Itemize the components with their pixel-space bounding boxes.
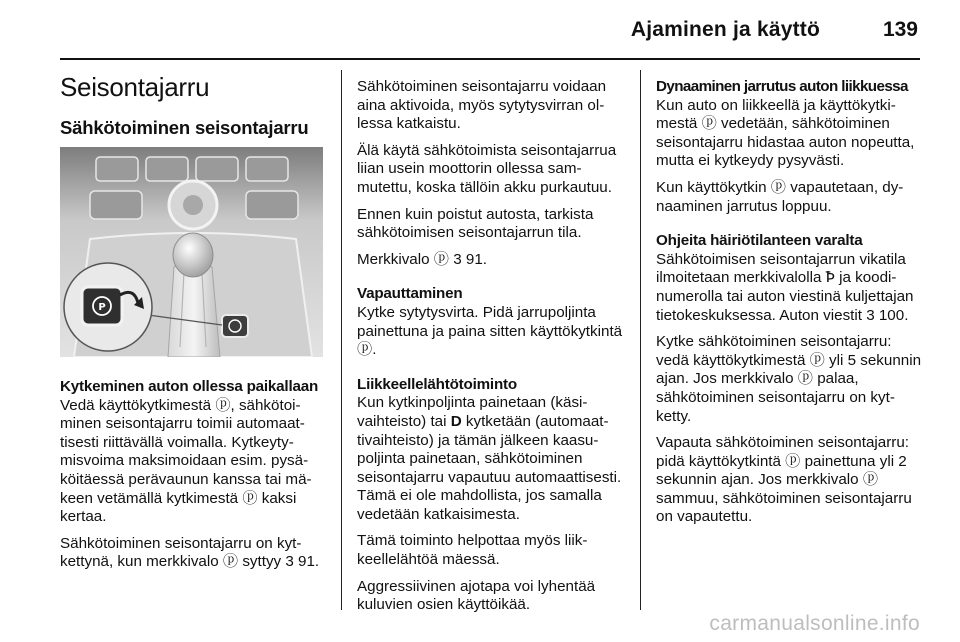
svg-text:P: P [98, 302, 106, 313]
paragraph: Merkkivalo ⓟ 3 91. [357, 250, 487, 268]
heading-drive-away: Liikkeellelähtötoiminto [357, 375, 517, 393]
paragraph: Kun käyttökytkin ⓟ vapautetaan, dynaaminen jarrutus loppuu. [656, 178, 904, 215]
paragraph: Tämä toiminto helpottaa myös liikkeellelähtöä mäessä. [357, 532, 588, 569]
page-header-title: Ajaminen ja käyttö [630, 18, 820, 41]
subsection-title: Sähkötoiminen seisontajarru [60, 117, 309, 138]
paragraph: Aggressiivinen ajotapa voi lyhentää kuluvien osien käyttöikää. [357, 577, 596, 614]
watermark: carmanualsonline.info [709, 612, 920, 635]
paragraph: Vapauta sähkötoiminen seisontajarru: pidä käyttökytkintä ⓟ painettuna yli 2 sekunnin ajan. Jos merkkivalo ⓟ sammuu, sähkötoiminen seisontajarru on vapautettu. [656, 434, 912, 526]
paragraph: Älä käytä sähkötoimista seisontajarrua liian usein moottorin ollessa sammutettu, koska tällöin akku purkautuu. [357, 141, 617, 196]
heading-dynamic-braking: Dynaaminen jarrutus auton liikkuessa [656, 78, 908, 95]
column-divider [640, 70, 641, 610]
paragraph: Ennen kuin poistut autosta, tarkista sähkötoimisen seisontajarrun tila. [357, 205, 594, 242]
column-1 [60, 378, 325, 580]
text-run: Kun kytkinpoljinta painetaan (käsivaihteisto) tai [357, 394, 588, 430]
paragraph: Sähkötoiminen seisontajarru on kytkettynä, kun merkkivalo ⓟ syttyy 3 91. [60, 534, 320, 571]
heading-parked-engagement: Kytkeminen auton ollessa paikallaan [60, 378, 319, 395]
paragraph: Kun auto on liikkeellä ja käyttökytkimestä ⓟ vedetään, sähkötoiminen seisontajarru hidastaa auton nopeutta, mutta ei kytkeydy pysyvästi. [656, 96, 915, 170]
heading-release: Vapauttaminen [357, 285, 463, 303]
header-rule [60, 58, 920, 60]
paragraph: Kytke sähkötoiminen seisontajarru: vedä käyttökytkimestä ⓟ yli 5 sekunnin ajan. Jos merkkivalo ⓟ palaa, sähkötoiminen seisontajarru on kytketty. [656, 333, 922, 425]
page-number: 139 [882, 18, 918, 41]
gear-d-label: D [450, 412, 462, 430]
column-divider [341, 70, 342, 610]
text-run: kytketään (automaattivaihteisto) ja tämän jälkeen kaasupoljinta painetaan, sähkötoiminen seisontajarru vapautuu automaattisesti. Tämä ei ole mahdollista, jos samalla vedetään katkaisimesta. [357, 412, 622, 523]
parking-brake-switch-illustration [60, 147, 323, 357]
column-2 [357, 78, 625, 623]
paragraph [357, 394, 625, 524]
section-title: Seisontajarru [60, 72, 210, 102]
paragraph: Sähkötoimisen seisontajarrun vikatila ilmoitetaan merkkivalolla Ꝥ ja koodinumerolla tai auton viestinä kuljettajan tietokeskuksessa. Auton viestit 3 100. [656, 250, 914, 324]
paragraph: Sähkötoiminen seisontajarru voidaan aina aktivoida, myös sytytysvirran ollessa katkaistu. [357, 78, 607, 133]
heading-fault: Ohjeita häiriötilanteen varalta [656, 232, 863, 250]
column-3 [656, 78, 924, 535]
paragraph: Kytke sytytysvirta. Pidä jarrupoljinta painettuna ja paina sitten käyttökytkintä ⓟ. [357, 303, 623, 359]
paragraph: Vedä käyttökytkimestä ⓟ, sähkötoiminen seisontajarru toimii automaattisesti riittävällä voimalla. Kytkeytymisvoima maksimoidaan esim. pysäköitäessä perävaunun kanssa tai mäkeen vetämällä kytkimestä ⓟ kaksi kertaa. [60, 396, 312, 526]
